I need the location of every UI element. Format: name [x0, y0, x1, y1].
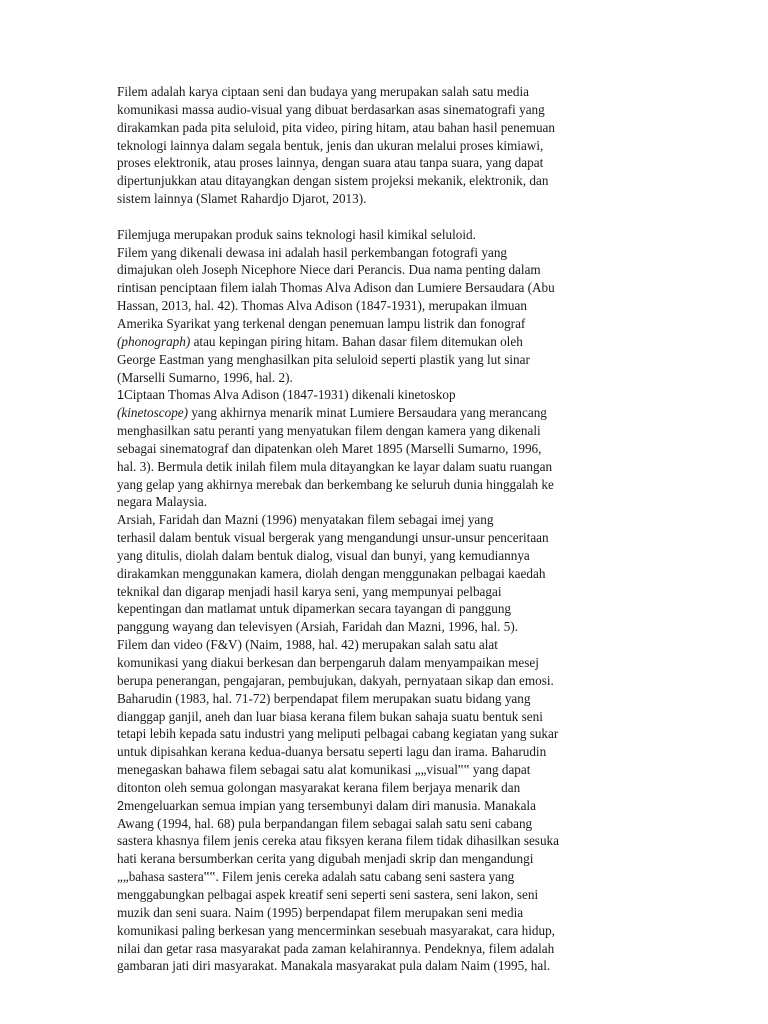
text-line: sistem lainnya (Slamet Rahardjo Djarot, 2013).	[117, 191, 367, 207]
text-line: menghasilkan satu peranti yang menyatukan filem dengan kamera yang dikenali	[117, 423, 541, 439]
text-line: dirakamkan pada pita seluloid, pita video, piring hitam, atau bahan hasil penemuan	[117, 119, 555, 135]
text-line: ditonton oleh semua golongan masyarakat kerana filem berjaya menarik dan	[117, 779, 521, 795]
document-text	[117, 83, 657, 975]
paragraph-2	[117, 226, 657, 387]
kinetoscope-term: (kinetoscope)	[117, 405, 189, 421]
text-line: komunikasi yang diakui berkesan dan berpengaruh dalam menyampaikan mesej	[117, 655, 539, 670]
text-line: yang gelap yang akhirnya merebak dan berkembang ke seluruh dunia hinggalah ke	[117, 476, 554, 492]
text-line: Arsiah, Faridah dan Mazni (1996) menyatakan filem sebagai imej yang	[117, 512, 494, 528]
paragraph-1	[117, 83, 657, 208]
text-line: Amerika Syarikat yang terkenal dengan penemuan lampu listrik dan fonograf	[117, 315, 526, 331]
text-line: George Eastman yang menghasilkan pita seluloid seperti plastik yang lut sinar	[117, 351, 530, 367]
text-line: hal. 3). Bermula detik inilah filem mula ditayangkan ke layar dalam suatu ruangan	[117, 458, 553, 474]
text-line: Hassan, 2013, hal. 42). Thomas Alva Adison (1847-1931), merupakan ilmuan	[117, 298, 527, 314]
text-line: sastera khasnya filem jenis cereka atau fiksyen kerana filem tidak dihasilkan sesuka	[117, 833, 559, 849]
text-line: Filem dan video (F&V) (Naim, 1988, hal. 42) merupakan salah satu alat	[117, 637, 498, 653]
paragraph-4	[117, 797, 657, 975]
text-line: hati kerana bersumberkan cerita yang digubah menjadi skrip dan mengandungi	[117, 851, 534, 867]
text-line: terhasil dalam bentuk visual bergerak yang mengandungi unsur-unsur penceritaan	[117, 530, 549, 546]
text-line: tetapi lebih kepada satu industri yang meliputi pelbagai cabang kegiatan yang sukar	[117, 726, 559, 742]
text-line: dipertunjukkan atau ditayangkan dengan sistem projeksi mekanik, elektronik, dan	[117, 173, 549, 189]
text-line: komunikasi massa audio-visual yang dibuat berdasarkan asas sinematografi yang	[117, 101, 545, 117]
text-line: menggabungkan pelbagai aspek kreatif seni seperti seni sastera, seni lakon, seni	[117, 886, 539, 902]
paragraph-gap	[117, 208, 657, 226]
text-line: komunikasi paling berkesan yang mencerminkan sesebuah masyarakat, cara hidup,	[117, 922, 555, 938]
text-line: gambaran jati diri masyarakat. Manakala masyarakat pula dalam Naim (1995, hal.	[117, 958, 551, 974]
text-line: nilai dan getar rasa masyarakat pada zaman kelahirannya. Pendeknya, filem adalah	[117, 940, 555, 956]
text-line: muzik dan seni suara. Naim (1995) berpendapat filem merupakan seni media	[117, 904, 524, 920]
text-run: Ciptaan Thomas Alva Adison (1847-1931) dikenali kinetoskop	[123, 387, 456, 403]
text-run: atau kepingan piring hitam. Bahan dasar filem ditemukan oleh	[190, 333, 523, 349]
text-line: (Marselli Sumarno, 1996, hal. 2).	[117, 369, 293, 385]
text-line: dimajukan oleh Joseph Nicephore Niece dari Perancis. Dua nama penting dalam	[117, 262, 541, 278]
text-line: menegaskan bahawa filem sebagai satu alat komunikasi „„visual‟‟ yang dapat	[117, 762, 531, 778]
text-line: panggung wayang dan televisyen (Arsiah, Faridah dan Mazni, 1996, hal. 5).	[117, 619, 519, 635]
text-line: teknikal dan digarap menjadi hasil karya seni, yang mempunyai pelbagai	[117, 583, 502, 599]
text-line: yang ditulis, diolah dalam bentuk dialog, visual dan bunyi, yang kemudiannya	[117, 547, 530, 563]
paragraph-3	[117, 386, 657, 796]
text-line: Awang (1994, hal. 68) pula berpandangan filem sebagai salah satu seni cabang	[117, 815, 533, 831]
text-line: Filemjuga merupakan produk sains teknologi hasil kimikal seluloid.	[117, 226, 476, 242]
text-line: Baharudin (1983, hal. 71-72) berpendapat filem merupakan suatu bidang yang	[117, 690, 531, 706]
text-line	[117, 797, 657, 815]
text-line: untuk dipisahkan kerana kedua-duanya bersatu seperti lagu dan irama. Baharudin	[117, 744, 547, 760]
text-line: Filem yang dikenali dewasa ini adalah hasil perkembangan fotografi yang	[117, 244, 508, 260]
text-line: negara Malaysia.	[117, 494, 208, 510]
text-line: berupa penerangan, pengajaran, pembujukan, dakyah, pernyataan sikap dan emosi.	[117, 672, 554, 688]
phonograph-term: (phonograph)	[117, 333, 191, 349]
text-line: rintisan penciptaan filem ialah Thomas Alva Adison dan Lumiere Bersaudara (Abu	[117, 280, 555, 296]
text-run: yang akhirnya menarik minat Lumiere Bersaudara yang merancang	[188, 405, 547, 421]
text-line: Filem adalah karya ciptaan seni dan budaya yang merupakan salah satu media	[117, 84, 529, 99]
text-line: sebagai sinematograf dan dipatenkan oleh Maret 1895 (Marselli Sumarno, 1996,	[117, 440, 542, 456]
text-line	[117, 404, 657, 422]
text-run: mengeluarkan semua impian yang tersembunyi dalam diri manusia. Manakala	[123, 797, 536, 813]
footnote-marker: 1	[117, 388, 124, 403]
footnote-marker: 2	[117, 798, 124, 813]
text-line	[117, 333, 657, 351]
text-line: proses elektronik, atau proses lainnya, dengan suara atau tanpa suara, yang dapat	[117, 155, 544, 171]
text-line	[117, 386, 657, 404]
text-line: „„bahasa sastera‟‟. Filem jenis cereka adalah satu cabang seni sastera yang	[117, 869, 515, 885]
text-line: kepentingan dan matlamat untuk dipamerkan secara tayangan di panggung	[117, 601, 512, 617]
text-line: dirakamkan menggunakan kamera, diolah dengan menggunakan pelbagai kaedah	[117, 565, 546, 581]
text-line: teknologi lainnya dalam segala bentuk, jenis dan ukuran melalui proses kimiawi,	[117, 137, 544, 153]
text-line: dianggap ganjil, aneh dan luar biasa kerana filem bukan sahaja suatu bentuk seni	[117, 708, 543, 724]
